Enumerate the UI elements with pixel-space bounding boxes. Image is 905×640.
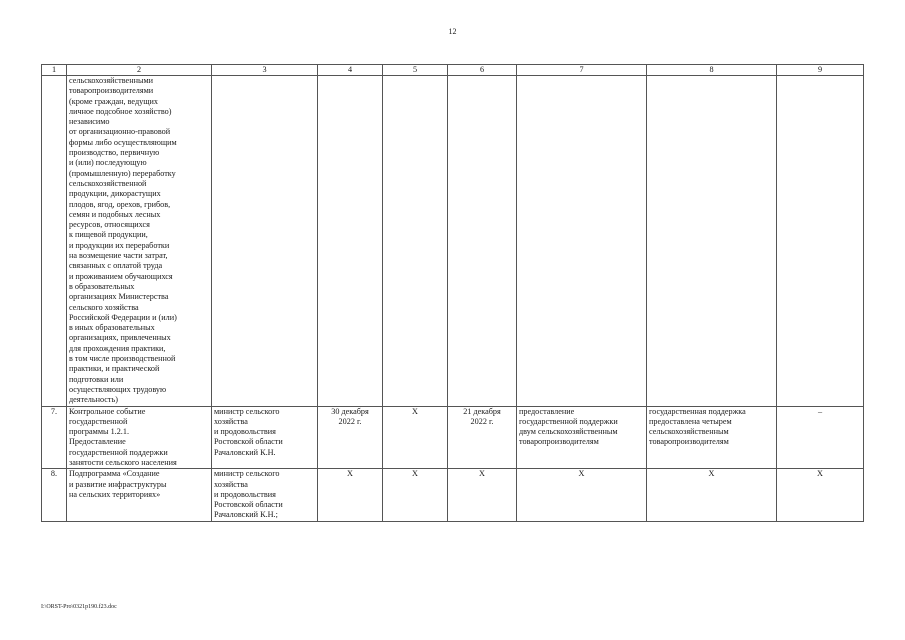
col5-cell xyxy=(383,76,448,407)
header-cell-7: 7 xyxy=(517,65,647,76)
col9-cell xyxy=(777,76,864,407)
event-name-cell: Подпрограмма «Создание и развитие инфраструктуры на сельских территориях» xyxy=(67,469,212,521)
header-cell-4: 4 xyxy=(318,65,383,76)
col5-cell: X xyxy=(383,406,448,469)
col9-cell: – xyxy=(777,406,864,469)
header-cell-5: 5 xyxy=(383,65,448,76)
responsible-cell xyxy=(212,76,318,407)
header-cell-3: 3 xyxy=(212,65,318,76)
actual-date-cell: 21 декабря 2022 г. xyxy=(448,406,517,469)
planned-result-cell xyxy=(517,76,647,407)
planned-date-cell xyxy=(318,76,383,407)
actual-date-cell xyxy=(448,76,517,407)
header-cell-1: 1 xyxy=(42,65,67,76)
plan-table xyxy=(41,64,864,522)
row-number xyxy=(42,76,67,407)
header-cell-6: 6 xyxy=(448,65,517,76)
actual-result-cell xyxy=(647,76,777,407)
header-row xyxy=(42,65,864,76)
col9-cell: X xyxy=(777,469,864,521)
actual-date-cell: X xyxy=(448,469,517,521)
planned-result-cell: X xyxy=(517,469,647,521)
table-row xyxy=(42,469,864,521)
planned-date-cell: X xyxy=(318,469,383,521)
header-cell-8: 8 xyxy=(647,65,777,76)
actual-result-cell: X xyxy=(647,469,777,521)
event-name-cell: Контрольное событие государственной программы 1.2.1. Предоставление государственной поддержки занятости сельского населения xyxy=(67,406,212,469)
table-row xyxy=(42,76,864,407)
event-name-cell: сельскохозяйственными товаропроизводителями (кроме граждан, ведущих личное подсобное хозяйство) независимо от организационно-правовой формы либо осуществляющим производство, первичную и (или) последующую (промышленную) переработку сельскохозяйственной продукции, дикорастущих плодов, ягод, орехов, грибов, семян и подобных лесных ресурсов, относящихся к пищевой продукции, и продукции их переработки на возмещение части затрат, связанных с оплатой труда и проживанием обучающихся в образовательных организациях Министерства сельского хозяйства Российской Федерации и (или) в иных образовательных организациях, привлеченных для прохождения практики, в том числе производственной практики, и практической подготовки или осуществляющих трудовую деятельность) xyxy=(67,76,212,407)
planned-date-cell: 30 декабря 2022 г. xyxy=(318,406,383,469)
header-cell-9: 9 xyxy=(777,65,864,76)
header-cell-2: 2 xyxy=(67,65,212,76)
actual-result-cell: государственная поддержка предоставлена четырем сельскохозяйственным товаропроизводителям xyxy=(647,406,777,469)
table-row xyxy=(42,406,864,469)
planned-result-cell: предоставление государственной поддержки двум сельскохозяйственным товаропроизводителям xyxy=(517,406,647,469)
file-path-footer: I:\ORST-Pro\0321p190.f23.doc xyxy=(41,604,117,610)
row-number: 7. xyxy=(42,406,67,469)
page-number: 12 xyxy=(448,27,457,36)
responsible-cell: министр сельского хозяйства и продовольствия Ростовской области Рачаловский К.Н. xyxy=(212,406,318,469)
responsible-cell: министр сельского хозяйства и продовольствия Ростовской области Рачаловский К.Н.; xyxy=(212,469,318,521)
row-number: 8. xyxy=(42,469,67,521)
col5-cell: X xyxy=(383,469,448,521)
